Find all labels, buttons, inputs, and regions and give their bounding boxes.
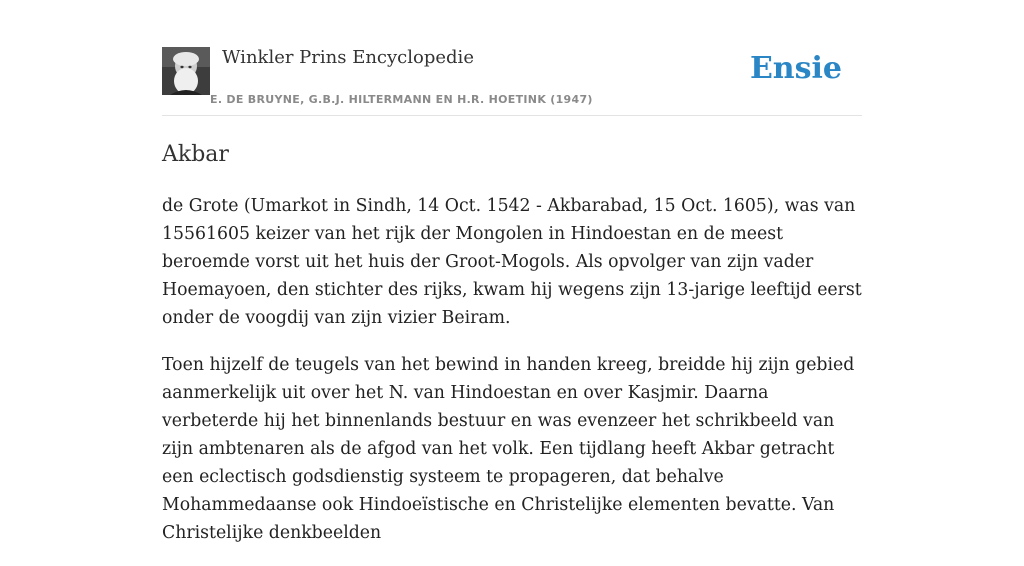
ensie-logo-link[interactable]: Ensie xyxy=(749,51,842,86)
publication-header xyxy=(162,0,862,116)
article-paragraph: Toen hijzelf de teugels van het bewind in handen kreeg, breidde hij zijn gebied aanmerkelijk uit over het N. van Hindoestan en over Kasjmir. Daarna verbeterde hij het binnenlands bestuur en was evenzeer het schrikbeeld van zijn ambtenaren als de afgod van het volk. Een tijdlang heeft Akbar getracht een eclectisch godsdienstig systeem te propageren, dat behalve Mohammedaanse ook Hindoeïstische en Christelijke elementen bevatte. Van Christelijke denkbeelden xyxy=(162,355,855,543)
portrait-photo-icon xyxy=(162,47,210,95)
article-title: Akbar xyxy=(162,142,229,167)
author-avatar[interactable] xyxy=(162,47,210,95)
publication-authors: E. DE BRUYNE, G.B.J. HILTERMANN EN H.R. HOETINK (1947) xyxy=(210,93,593,106)
article-body xyxy=(162,192,862,566)
article-paragraph: de Grote (Umarkot in Sindh, 14 Oct. 1542 - Akbarabad, 15 Oct. 1605), was van 15561605 keizer van het rijk der Mongolen in Hindoestan en de meest beroemde vorst uit het huis der Groot-Mogols. Als opvolger van zijn vader Hoemayoen, den stichter des rijks, kwam hij wegens zijn 13-jarige leeftijd eerst onder de voogdij van zijn vizier Beiram. xyxy=(162,196,862,328)
publication-title[interactable]: Winkler Prins Encyclopedie xyxy=(222,47,474,68)
page xyxy=(162,0,862,543)
